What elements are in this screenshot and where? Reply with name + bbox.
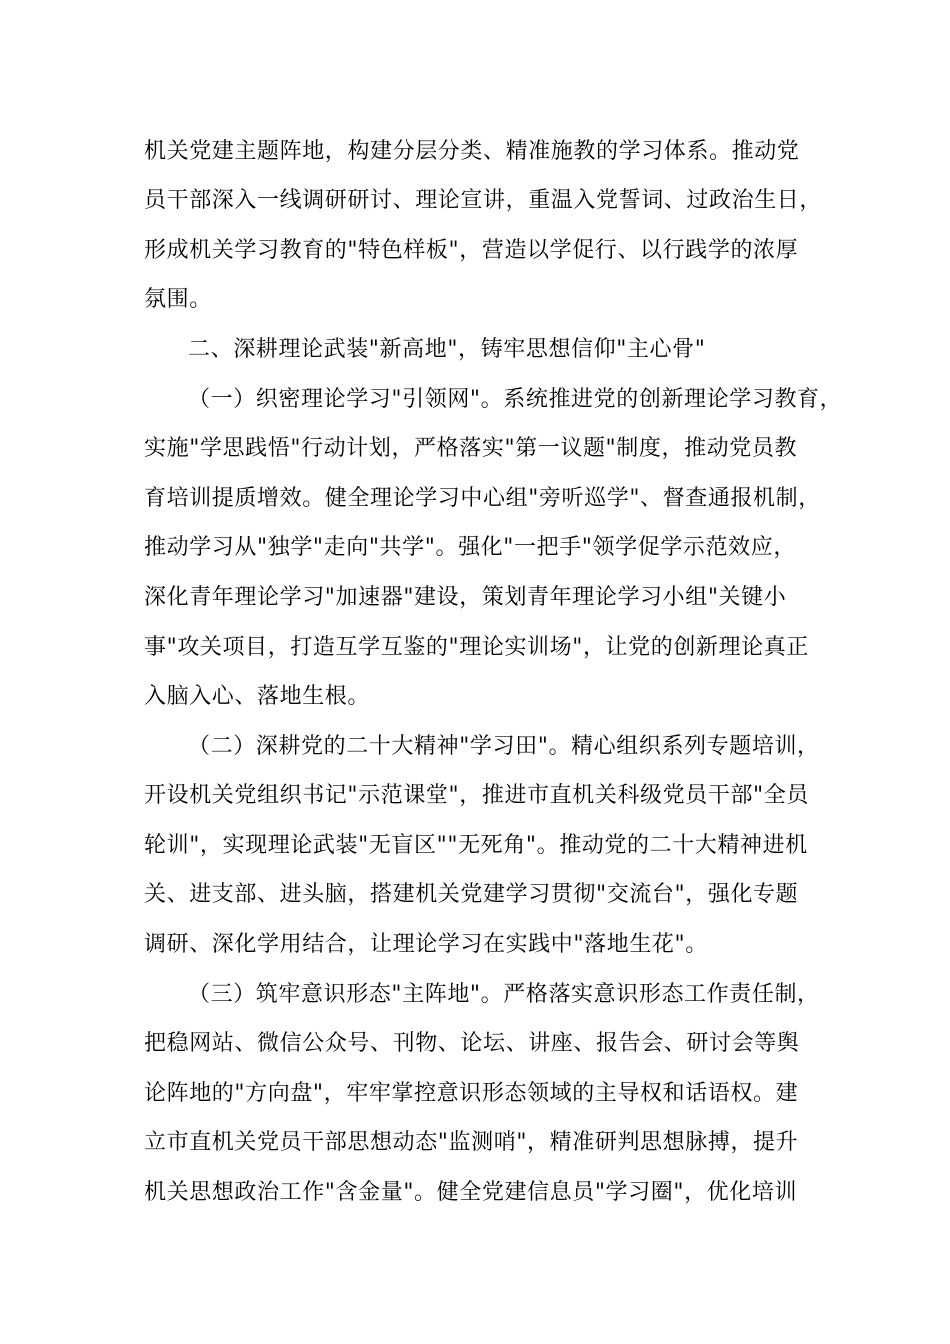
section-heading: 二、深耕理论武装"新高地"，铸牢思想信仰"主心骨" (188, 337, 706, 362)
text-line: 事"攻关项目，打造互学互鉴的"理论实训场"，让党的创新理论真正 (144, 635, 809, 660)
text-line: 立市直机关党员干部思想动态"监测哨"，精准研判思想脉搏，提升 (144, 1130, 799, 1155)
text-line: 论阵地的"方向盘"，牢牢掌控意识形态领域的主导权和话语权。建 (144, 1081, 799, 1106)
text-line: 把稳网站、微信公众号、刊物、论坛、讲座、报告会、研讨会等舆 (144, 1031, 800, 1056)
text-line: 实施"学思践悟"行动计划，严格落实"第一议题"制度，推动党员教 (144, 436, 798, 461)
subsection-heading: （二）深耕党的二十大精神"学习田"。精心组织系列专题培训， (188, 734, 820, 759)
text-line: 员干部深入一线调研研讨、理论宣讲，重温入党誓词、过政治生日， (144, 188, 823, 213)
text-line: 形成机关学习教育的"特色样板"，营造以学促行、以行践学的浓厚 (144, 238, 799, 263)
text-line: 开设机关党组织书记"示范课堂"，推进市直机关科级党员干部"全员 (144, 783, 809, 808)
subsection-heading: （一）织密理论学习"引领网"。系统推进党的创新理论学习教育， (188, 387, 843, 412)
text-line: 调研、深化学用结合，让理论学习在实践中"落地生花"。 (144, 932, 708, 957)
text-line: 机关思想政治工作"含金量"。健全党建信息员"学习圈"，优化培训 (144, 1180, 798, 1205)
text-line: 机关党建主题阵地，构建分层分类、精准施教的学习体系。推动党 (144, 139, 800, 164)
text-line: 轮训"，实现理论武装"无盲区""无死角"。推动党的二十大精神进机 (144, 833, 808, 858)
text-line: 深化青年理论学习"加速器"建设，策划青年理论学习小组"关键小 (144, 585, 787, 610)
text-line: 入脑入心、落地生根。 (144, 684, 371, 709)
text-line: 氛围。 (144, 287, 212, 312)
subsection-heading: （三）筑牢意识形态"主阵地"。严格落实意识形态工作责任制， (188, 982, 820, 1007)
text-line: 推动学习从"独学"走向"共学"。强化"一把手"领学促学示范效应， (144, 535, 796, 560)
text-line: 关、进支部、进头脑，搭建机关党建学习贯彻"交流台"，强化专题 (144, 882, 799, 907)
text-line: 育培训提质增效。健全理论学习中心组"旁听巡学"、督查通报机制， (144, 486, 821, 511)
